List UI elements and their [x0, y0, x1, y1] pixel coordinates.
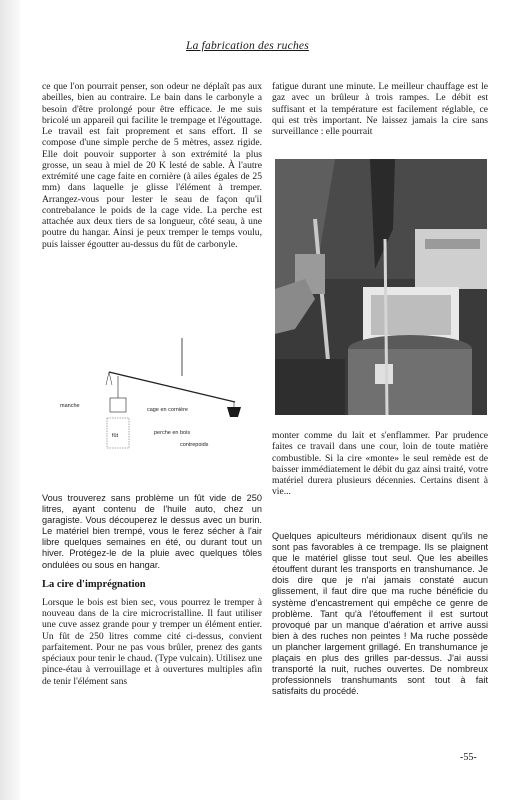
label-contrepoids: contrepoids [180, 442, 209, 448]
section-heading-cire: La cire d'imprégnation [42, 578, 146, 590]
page-number: -55- [460, 752, 477, 763]
label-perche: perche en bois [154, 430, 191, 436]
paragraph-apiculteurs: Quelques apiculteurs méridionaux disent qu'ils ne sont pas favorables à ce trempage. Ils se plaignent que le matériel glisse tout seul. Que les abeilles étouffent durant les transports en transhumance. Je dois dire que je n'ai jamais constaté aucun glissement, il faut dire que ma ruche bénéficie du système d'encastrement qui empêche ce genre de problème. Tant qu'à l'étouffement il est surtout provoqué par un manque d'aération et arrive aussi bien à des ruches non peintes ! Ma ruche possède un plancher largement grillagé. En transhumance je plaçais en plus des grilles par-dessus. J'ai aussi transporté la nuit, ruches ouvertes. De nombreux professionnels transhumants sont tout à fait satisfaits du procédé. [272, 531, 488, 697]
running-header: La fabrication des ruches [186, 40, 309, 52]
paragraph-trempage: ce que l'on pourrait penser, son odeur ne déplaît pas aux abeilles, bien au contraire. Le bain dans le carbonyle a besoin d'être prolongé pour être efficace. Je me suis bricolé un appareil qui facilite le trempage et l'égouttage. Le travail est fait proprement et sans effort. Il se compose d'une simple perche de 5 mètres, assez rigide. Elle doit pouvoir supporter à son extrémité la plus grosse, un seau à miel de 20 K lesté de sable. À l'autre extrémité une cage faite en cornière (à ailes égales de 25 mm) dans laquelle je glisse l'élément à tremper. Arrangez-vous pour lester le seau de façon qu'il contrebalance le poids de la cage vide. La perche est attachée aux deux tiers de sa longueur, côté seau, à une poutre du hangar. Ainsi je peux tremper le temps voulu, puis laisser égoutter au-dessus du fût de carbonyle. [42, 81, 262, 250]
label-cage: cage en cornière [147, 407, 188, 413]
paragraph-fut: Vous trouverez sans problème un fût vide de 250 litres, ayant contenu de l'huile auto, chez un garagiste. Vous découperez le dessus avec un burin. Le matériel bien trempé, vous le ferez sécher à l'air libre quelques semaines en été, ou durant tout un hiver. Protégez-le de la pluie avec quelques tôles ondulées ou sous en hangar. [42, 493, 262, 570]
paragraph-prudence: monter comme du lait et s'enflammer. Par prudence faites ce travail dans une cour, loin de toute matière combustible. Si la cire «monte» le seul remède est de baisser immédiatement le débit du gaz ainsi traité, votre matériel durera plusieurs décennies. Certains disent à vie... [272, 430, 488, 498]
right-column-bottom [272, 531, 488, 697]
page-edge [0, 0, 20, 800]
right-column-top [272, 81, 488, 137]
left-column-top [42, 81, 262, 250]
paragraph-cire: Lorsque le bois est bien sec, vous pourrez le tremper à nouveau dans de la cire microcristalline. Il faut utiliser une cuve assez grande pour y tremper un élément entier. Un fût de 250 litres comme cité ci-dessus, convient parfaitement. Pour ne pas vous brûler, prenez des gants spéciaux pour tenir le chaud. (Type vulcain). Utilisez une pince-étau à verrouillage et à ouvertures multiples afin de tenir l'élément sans [42, 596, 262, 687]
label-fut: fût [112, 433, 119, 439]
paragraph-chauffage: fatigue durant une minute. Le meilleur chauffage est le gaz avec un brûleur à trois rampes. Le débit est suffisant et la température est facilement réglable, ce qui est très important. Ne laissez jamais la cire sans surveillance : elle pourrait [272, 81, 488, 137]
beekeeper-dipping-photo [275, 159, 487, 415]
dipping-apparatus-diagram [52, 338, 272, 458]
label-manche: manche [60, 403, 80, 409]
right-column-mid [272, 430, 488, 498]
left-column-bottom [42, 493, 262, 687]
